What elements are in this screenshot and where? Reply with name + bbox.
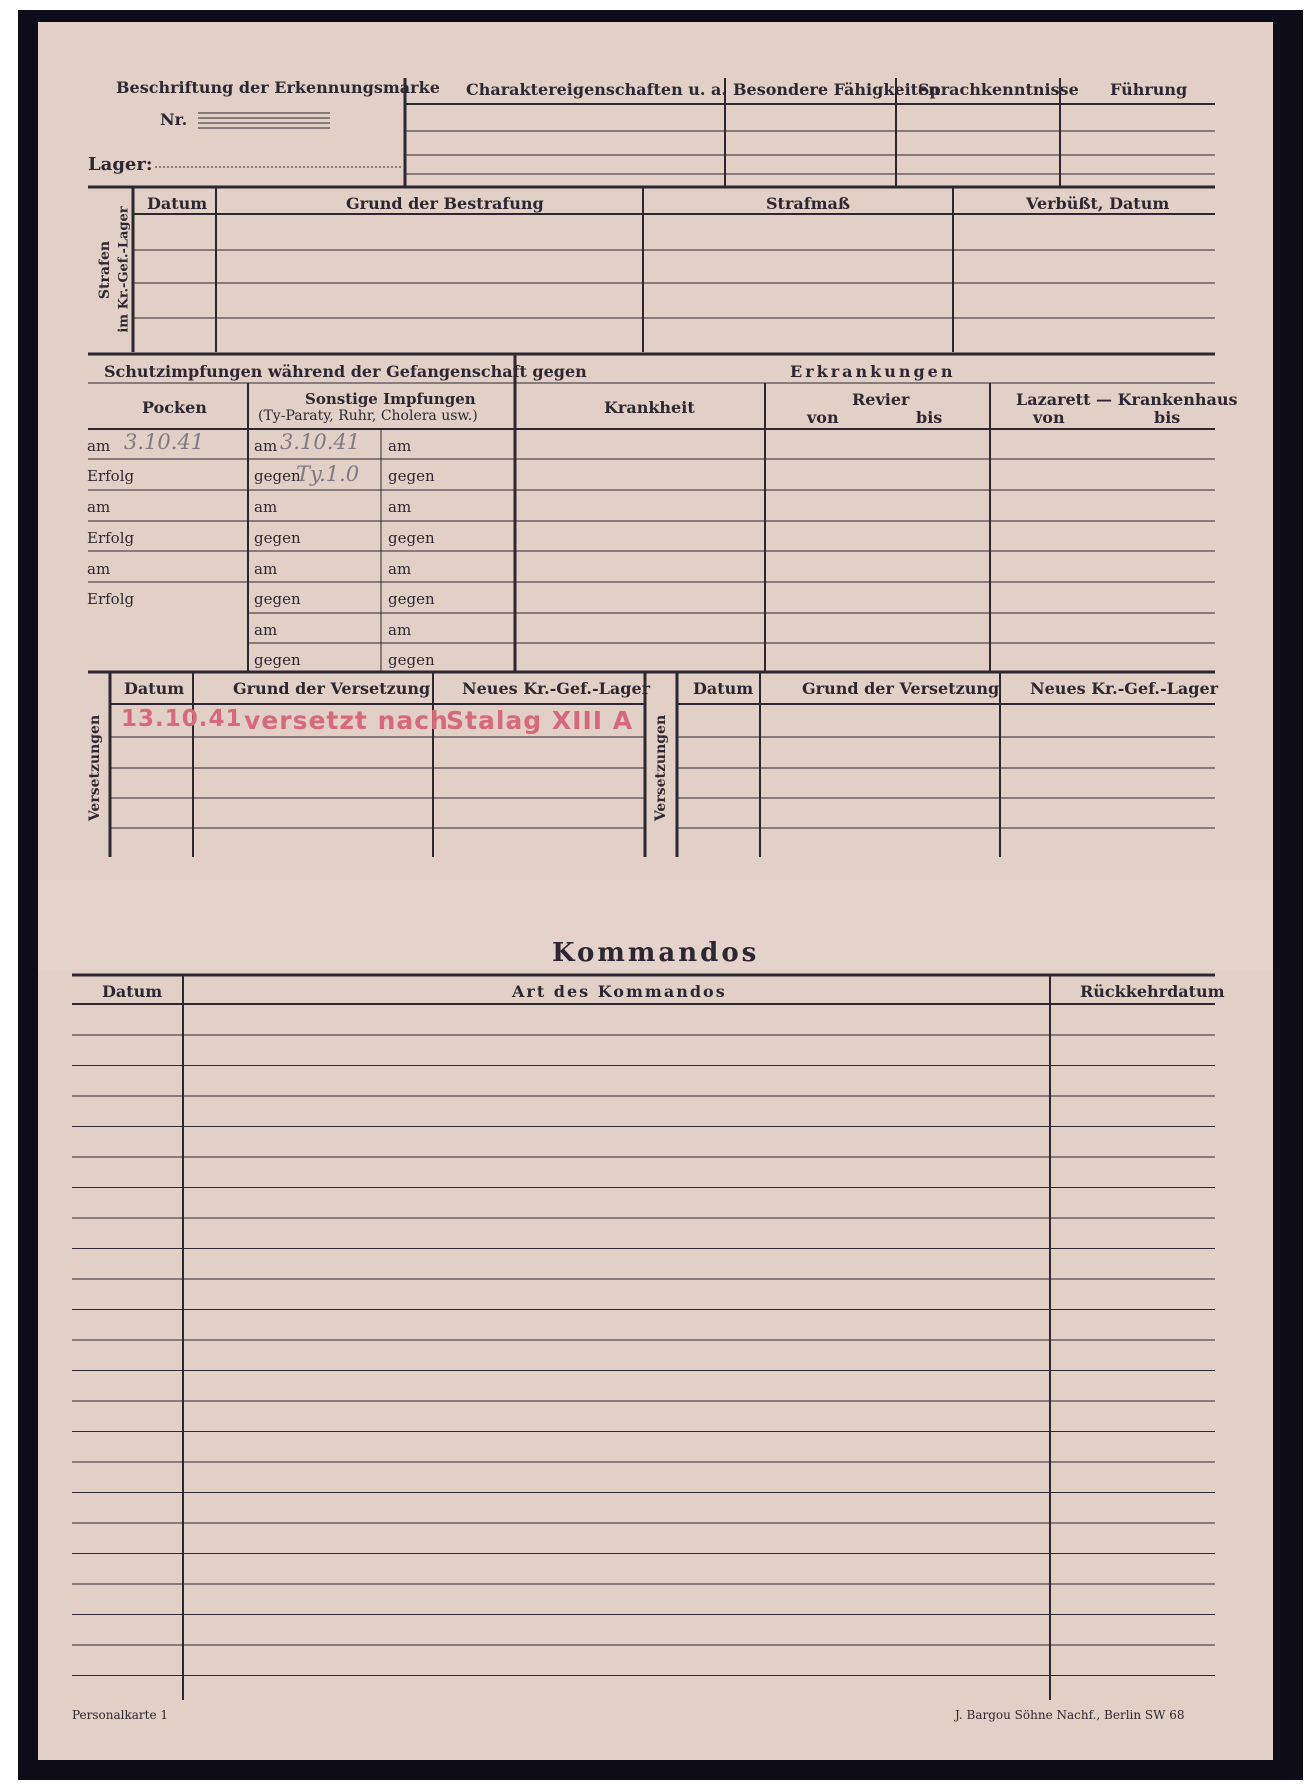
nr-label: Nr. [160, 110, 188, 129]
kommandos-header-type: Art des Kommandos [512, 982, 727, 1001]
vacc-gegen-label: gegen [254, 651, 301, 669]
revier-header: Revier [852, 390, 910, 409]
vacc-gegen-label: gegen [388, 590, 435, 608]
transfers-header-date-right: Datum [693, 679, 754, 698]
lazarett-from-label: von [1033, 408, 1065, 427]
punishments-side-label-1: Strafen [97, 240, 113, 300]
punishments-side-label-2: im Kr.-Gef.-Lager [116, 206, 132, 333]
pocken-erfolg-label: Erfolg [87, 529, 135, 547]
traits-header: Charaktereigenschaften u. a. [466, 80, 727, 99]
kommandos-header-return: Rückkehrdatum [1080, 982, 1225, 1001]
vaccinations-header: Schutzimpfungen während der Gefangenschaft gegen [104, 362, 587, 381]
vacc-gegen-label: gegen [388, 651, 435, 669]
skills-header: Besondere Fähigkeiten [733, 80, 940, 99]
vacc-am-label: am [388, 437, 412, 455]
revier-to-label: bis [916, 408, 943, 427]
punishments-header-date: Datum [147, 194, 208, 213]
vacc-am-label: am [388, 560, 412, 578]
other-vaccinations-header: Sonstige Impfungen [305, 390, 476, 408]
kommandos-header-date: Datum [102, 982, 163, 1001]
vacc-gegen-label: gegen [254, 529, 301, 547]
transfers-header-reason-right: Grund der Versetzung [802, 679, 1000, 698]
transfer-date-stamp: 13.10.41 [121, 706, 243, 732]
other-vaccinations-subheader: (Ty-Paraty, Ruhr, Cholera usw.) [258, 408, 478, 424]
vacc-am-label: am [254, 498, 278, 516]
pocken-date-entry: 3.10.41 [124, 430, 205, 454]
vacc-gegen-label: gegen [254, 467, 301, 485]
pocken-erfolg-label: Erfolg [87, 590, 135, 608]
transfers-header-date: Datum [124, 679, 185, 698]
vaccination-date-entry: 3.10.41 [280, 430, 361, 454]
kommandos-title: Kommandos [552, 938, 760, 968]
transfers-header-reason: Grund der Versetzung [233, 679, 431, 698]
pocken-am-label: am [87, 498, 111, 516]
vacc-am-label: am [254, 621, 278, 639]
conduct-header: Führung [1110, 80, 1188, 99]
tag-label: Beschriftung der Erkennungsmarke [116, 78, 440, 97]
lazarett-header: Lazarett — Krankenhaus [1016, 390, 1238, 409]
transfers-side-label-right: Versetzungen [653, 714, 669, 822]
vacc-am-label: am [388, 621, 412, 639]
transfers-header-new-camp-right: Neues Kr.-Gef.-Lager [1030, 679, 1219, 698]
transfers-header-new-camp: Neues Kr.-Gef.-Lager [462, 679, 651, 698]
vacc-am-label: am [388, 498, 412, 516]
lazarett-to-label: bis [1154, 408, 1181, 427]
footer-printer: J. Bargou Söhne Nachf., Berlin SW 68 [955, 1708, 1185, 1722]
revier-from-label: von [807, 408, 839, 427]
illness-column-header: Krankheit [604, 398, 695, 417]
pocken-am-label: am [87, 560, 111, 578]
vacc-gegen-label: gegen [254, 590, 301, 608]
vacc-gegen-label: gegen [388, 529, 435, 547]
vacc-am-label: am [254, 437, 278, 455]
vacc-am-label: am [254, 560, 278, 578]
lager-label: Lager: [88, 154, 153, 175]
transfer-reason-stamp: versetzt nach [244, 706, 449, 735]
vaccination-against-entry: Ty.1.0 [296, 462, 360, 486]
punishments-header-reason: Grund der Bestrafung [346, 194, 544, 213]
languages-header: Sprachkenntnisse [918, 80, 1079, 99]
pocken-am-label: am [87, 437, 111, 455]
transfers-side-label-left: Versetzungen [87, 714, 103, 822]
footer-form-number: Personalkarte 1 [72, 1708, 169, 1722]
illnesses-header: Erkrankungen [790, 362, 956, 381]
punishments-header-penalty: Strafmaß [766, 194, 851, 213]
vacc-gegen-label: gegen [388, 467, 435, 485]
transfer-camp-stamp: Stalag XIII A [446, 706, 634, 735]
pocken-erfolg-label: Erfolg [87, 467, 135, 485]
punishments-header-served: Verbüßt, Datum [1026, 194, 1170, 213]
pocken-header: Pocken [142, 398, 207, 417]
